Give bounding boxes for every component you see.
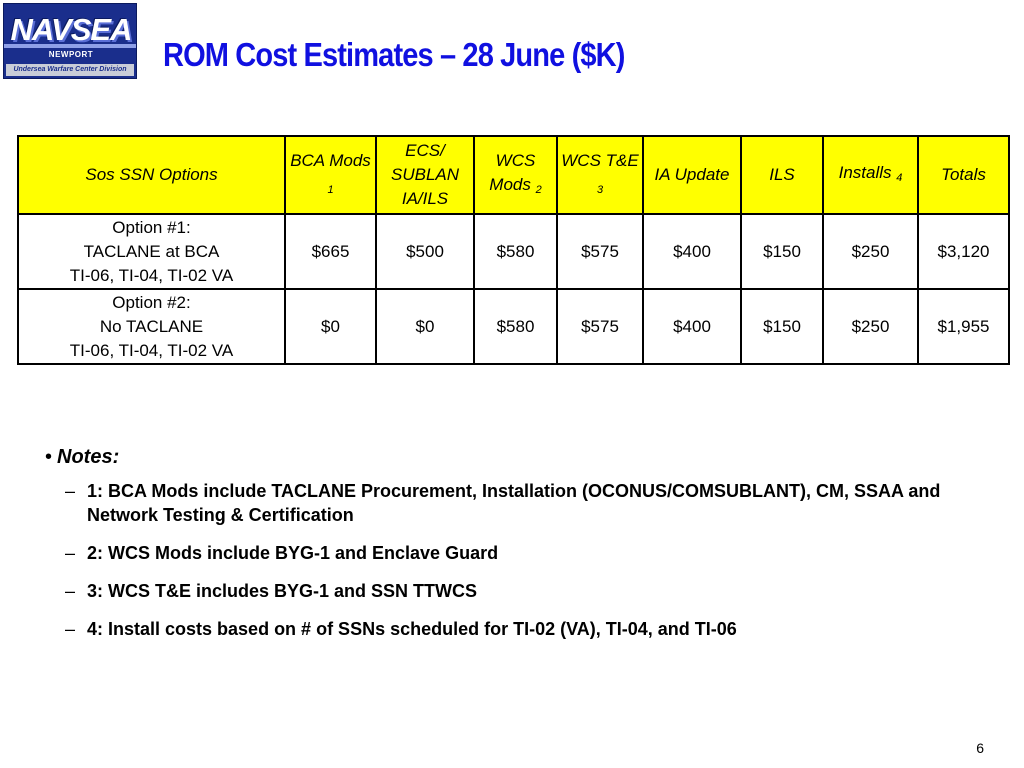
note-item: – 2: WCS Mods include BYG-1 and Enclave Guard <box>65 543 499 563</box>
logo-division-bar: Undersea Warfare Center Division <box>6 64 134 76</box>
notes-bullet: • <box>45 446 53 468</box>
header-ils: ILS <box>741 136 823 214</box>
value-cell: $400 <box>643 214 741 289</box>
value-cell: $250 <box>823 289 918 364</box>
notes-section <box>45 446 997 655</box>
total-cell: $1,955 <box>918 289 1009 364</box>
cost-estimates-table <box>17 135 1010 365</box>
value-cell: $0 <box>376 289 474 364</box>
logo-subtitle: NEWPORT <box>48 50 94 59</box>
navsea-logo <box>3 3 137 79</box>
value-cell: $500 <box>376 214 474 289</box>
notes-list <box>57 479 997 641</box>
header-ia-update: IA Update <box>643 136 741 214</box>
value-cell: $0 <box>285 289 376 364</box>
note-item: – 1: BCA Mods include TACLANE Procurement, Installation (OCONUS/COMSUBLANT), CM, SSAA and Network Testing & Certification <box>65 481 941 525</box>
value-cell: $665 <box>285 214 376 289</box>
option-cell: Option #2: No TACLANE TI-06, TI-04, TI-02 VA <box>18 289 285 364</box>
value-cell: $400 <box>643 289 741 364</box>
header-totals: Totals <box>918 136 1009 214</box>
value-cell: $150 <box>741 289 823 364</box>
table-header-row <box>18 136 1009 214</box>
header-options: Sos SSN Options <box>18 136 285 214</box>
header-wcs-mods: WCS Mods 2 <box>474 136 557 214</box>
notes-heading: Notes: <box>57 446 120 468</box>
note-item: – 3: WCS T&E includes BYG-1 and SSN TTWCS <box>65 581 478 601</box>
value-cell: $575 <box>557 289 643 364</box>
page-number: 6 <box>976 740 984 756</box>
value-cell: $580 <box>474 214 557 289</box>
header-wcs-te: WCS T&E 3 <box>557 136 643 214</box>
total-cell: $3,120 <box>918 214 1009 289</box>
note-item: – 4: Install costs based on # of SSNs scheduled for TI-02 (VA), TI-04, and TI-06 <box>65 619 737 639</box>
value-cell: $580 <box>474 289 557 364</box>
table-row <box>18 214 1009 289</box>
option-cell: Option #1: TACLANE at BCA TI-06, TI-04, TI-02 VA <box>18 214 285 289</box>
logo-mark: NAVSEA <box>10 12 132 47</box>
header-ecs-sublan: ECS/ SUBLAN IA/ILS <box>376 136 474 214</box>
table-row <box>18 289 1009 364</box>
value-cell: $575 <box>557 214 643 289</box>
header-installs: Installs 4 <box>823 136 918 214</box>
header-bca-mods: BCA Mods 1 <box>285 136 376 214</box>
value-cell: $250 <box>823 214 918 289</box>
slide-title: ROM Cost Estimates – 28 June ($K) <box>163 36 625 73</box>
value-cell: $150 <box>741 214 823 289</box>
